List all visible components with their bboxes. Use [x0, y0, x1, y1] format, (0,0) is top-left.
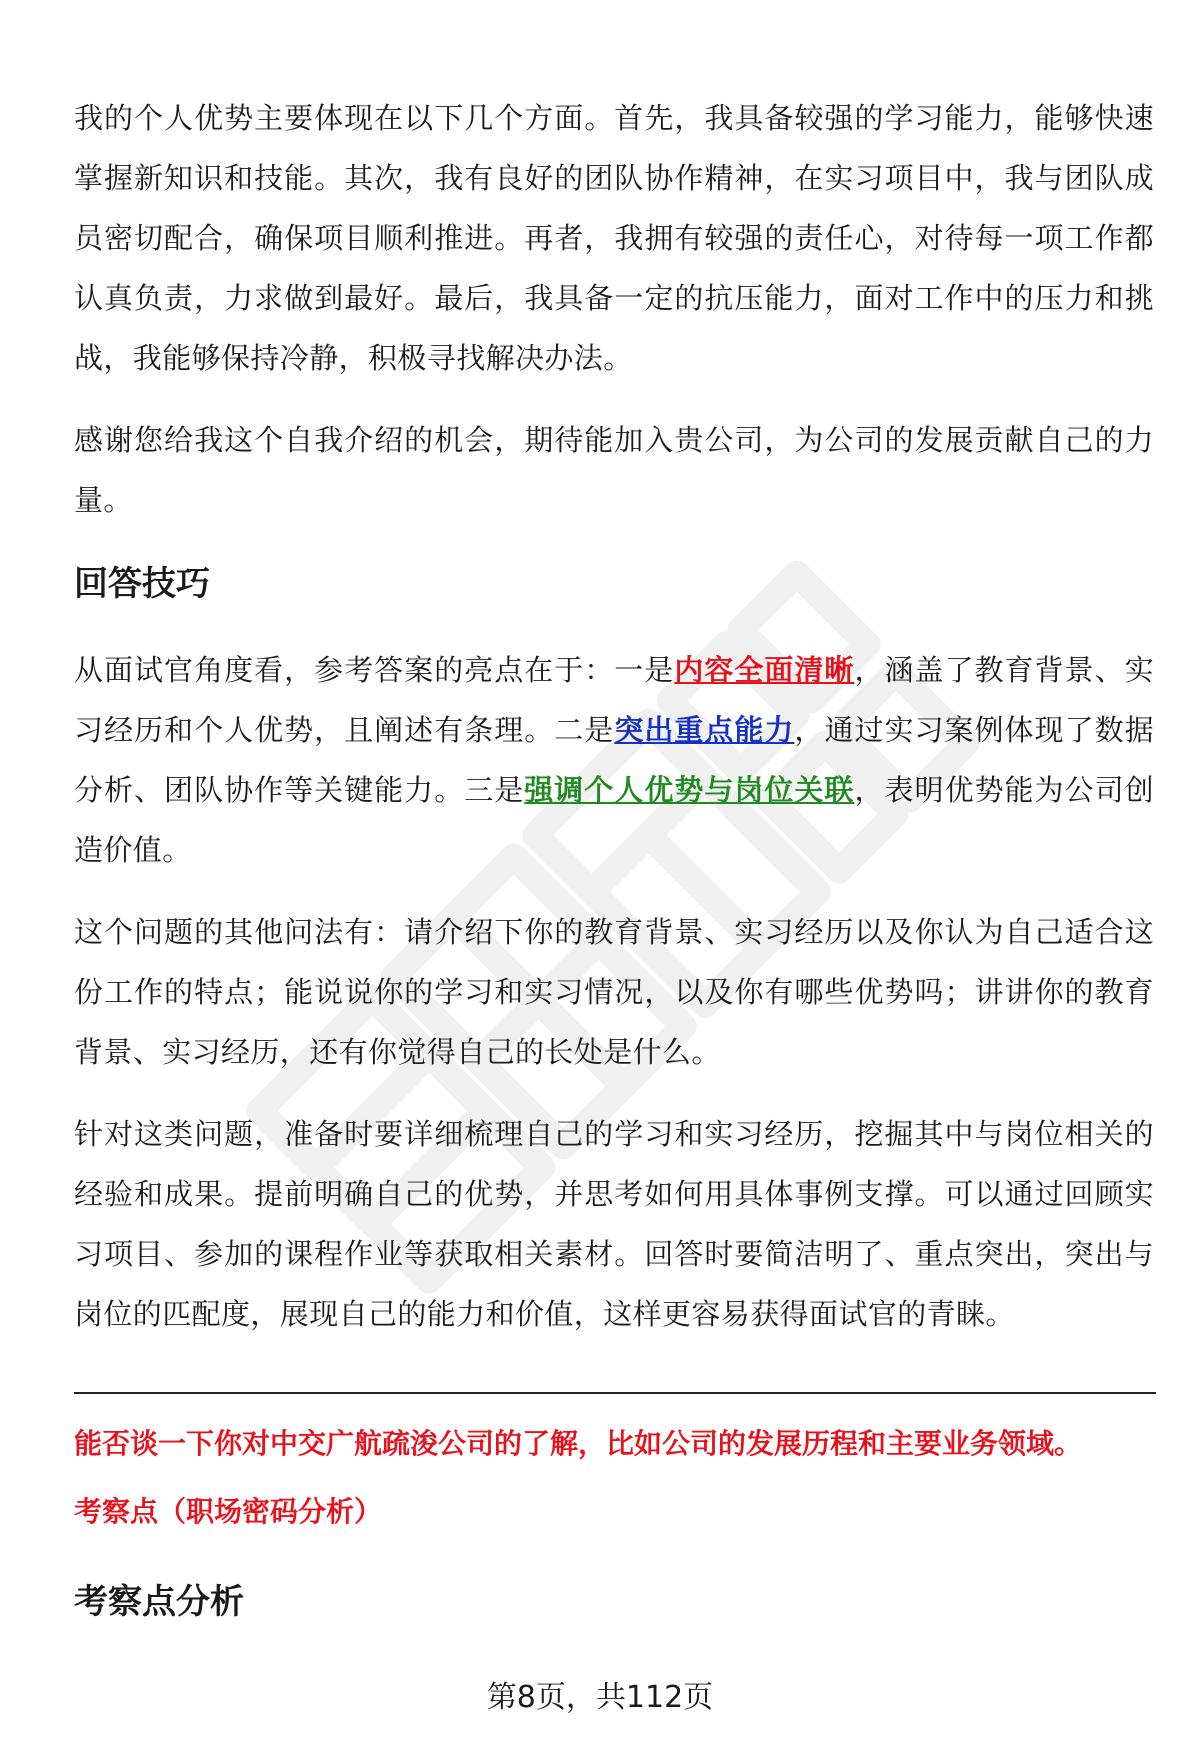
paragraph-preparation: 针对这类问题，准备时要详细梳理自己的学习和实习经历，挖掘其中与岗位相关的经验和成果。提前明确自己的优势，并思考如何用具体事例支撑。可以通过回顾实习项目、参加的课程作业等获取相关素材。回答时要简洁明了、重点突出，突出与岗位的匹配度，展现自己的能力和价值，这样更容易获得面试官的青睐。 [74, 1117, 1154, 1331]
paragraph-thanks: 感谢您给我这个自我介绍的机会，期待能加入贵公司，为公司的发展贡献自己的力量。 [74, 423, 1154, 517]
highlights-text-3: ，通过实习案例体现了数据分析、团队协作等关键能力。三是 [74, 713, 1155, 807]
paragraph-other-ways: 这个问题的其他问法有：请介绍下你的教育背景、实习经历以及你认为自己适合这份工作的特点；能说说你的学习和实习情况，以及你有哪些优势吗；讲讲你的教育背景、实习经历，还有你觉得自己的长处是什么。 [74, 915, 1154, 1069]
section-divider [74, 1392, 1156, 1394]
next-question-title: 能否谈一下你对中交广航疏浚公司的了解，比如公司的发展历程和主要业务领域。 [74, 1427, 1083, 1460]
tips-heading: 回答技巧 [74, 564, 210, 604]
analysis-heading: 考察点分析 [74, 1582, 244, 1622]
highlights-text-1: 从面试官角度看，参考答案的亮点在于：一是 [74, 653, 675, 687]
exam-point-label: 考察点（职场密码分析） [74, 1495, 383, 1528]
highlights-text-4: ，表明优势能为公司创造价值。 [74, 773, 1154, 867]
paragraph-highlights [74, 640, 1154, 880]
highlight-job-fit: 强调个人优势与岗位关联 [524, 773, 855, 807]
page-number: 第8页，共112页 [486, 1680, 714, 1715]
highlights-text-2: ，涵盖了教育背景、实习经历和个人优势，且阐述有条理。二是 [74, 653, 1154, 747]
highlight-content-clear: 内容全面清晰 [674, 653, 855, 687]
highlight-key-ability: 突出重点能力 [614, 713, 795, 747]
paragraph-strengths: 我的个人优势主要体现在以下几个方面。首先，我具备较强的学习能力，能够快速掌握新知识和技能。其次，我有良好的团队协作精神，在实习项目中，我与团队成员密切配合，确保项目顺利推进。再者，我拥有较强的责任心，对待每一项工作都认真负责，力求做到最好。最后，我具备一定的抗压能力，面对工作中的压力和挑战，我能够保持冷静，积极寻找解决办法。 [74, 101, 1154, 375]
page-content [74, 88, 1154, 1626]
